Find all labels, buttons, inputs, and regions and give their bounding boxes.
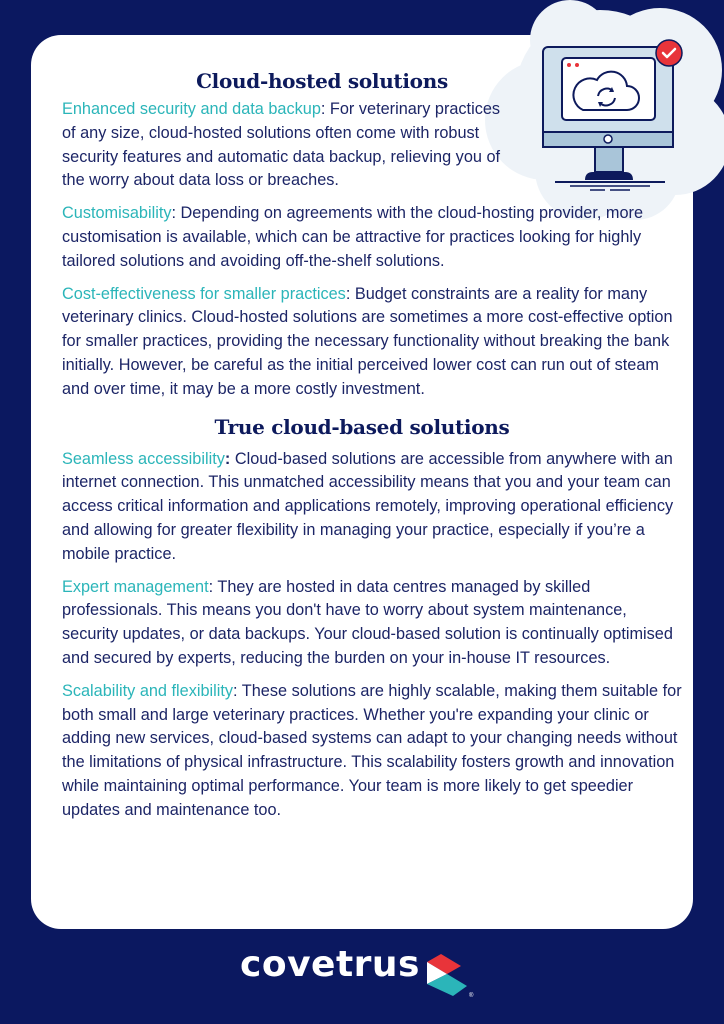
paragraph-lead: Enhanced security and data backup: [62, 100, 321, 118]
covetrus-logo: [240, 944, 490, 998]
paragraph-cost-effectiveness: Cost-effectiveness for smaller practices: Budget constraints are a reality for many veterinary clinics. Cloud-hosted solutions are sometimes a more cost-effective option for smaller practices, providing the necessary functionality without breaking the bank initially. However, be careful as the initial perceived lower cost can run out of steam and over time, it may be a more costly investment.: [62, 284, 673, 398]
paragraph-customisability: Customisability: Depending on agreements with the cloud-hosting provider, more customisation is available, which can be attractive for practices looking for highly tailored solutions and avoiding off-the-shelf solutions.: [62, 204, 644, 270]
brand-wordmark: covetrus: [240, 944, 420, 985]
paragraph-scalability: Scalability and flexibility: These solutions are highly scalable, making them suitable for both small and large veterinary practices. Whether you're expanding your clinic or adding new services, cloud-based systems can adapt to your changing needs without the limitations of physical infrastructure. This scalability fosters growth and innovation while maintaining optimal performance. Your team is more likely to get speedier updates and maintenance too.: [62, 681, 682, 819]
paragraph-lead: Customisability: [62, 204, 172, 223]
paragraph-lead: Seamless accessibility: [62, 449, 225, 468]
section-heading-cloud-based: True cloud-based solutions: [214, 414, 510, 439]
article-body: [62, 66, 682, 832]
check-badge-icon: [656, 40, 682, 66]
registered-mark: ®: [469, 993, 474, 998]
paragraph-lead: Expert management: [62, 577, 209, 596]
section-heading-cloud-hosted: Cloud-hosted solutions: [196, 69, 448, 93]
paragraph-expert-management: Expert management: They are hosted in data centres managed by skilled professionals. This means you don't have to worry about system maintenance, security updates, or data backups. Your cloud-based solution is continually optimised and secured by experts, reducing the burden on your in-house IT resources.: [62, 577, 673, 667]
paragraph-lead: Cost-effectiveness for smaller practices: [62, 284, 346, 303]
paragraph-accessibility: Seamless accessibility: Cloud-based solutions are accessible from anywhere with an internet connection. This unmatched accessibility means that you and your team can access critical information and applications remotely, improving operational efficiency and allowing for greater flexibility in managing your practice, especially if you’re a mobile practice.: [62, 449, 674, 563]
paragraph-lead: Scalability and flexibility: [62, 681, 234, 700]
brand-mark-icon: [425, 952, 475, 998]
paragraph-security: Enhanced security and data backup: For veterinary practices of any size, cloud-hosted solutions often come with robust security features and automatic data backup, relieving you of the worry about data loss or breaches.: [62, 100, 501, 190]
